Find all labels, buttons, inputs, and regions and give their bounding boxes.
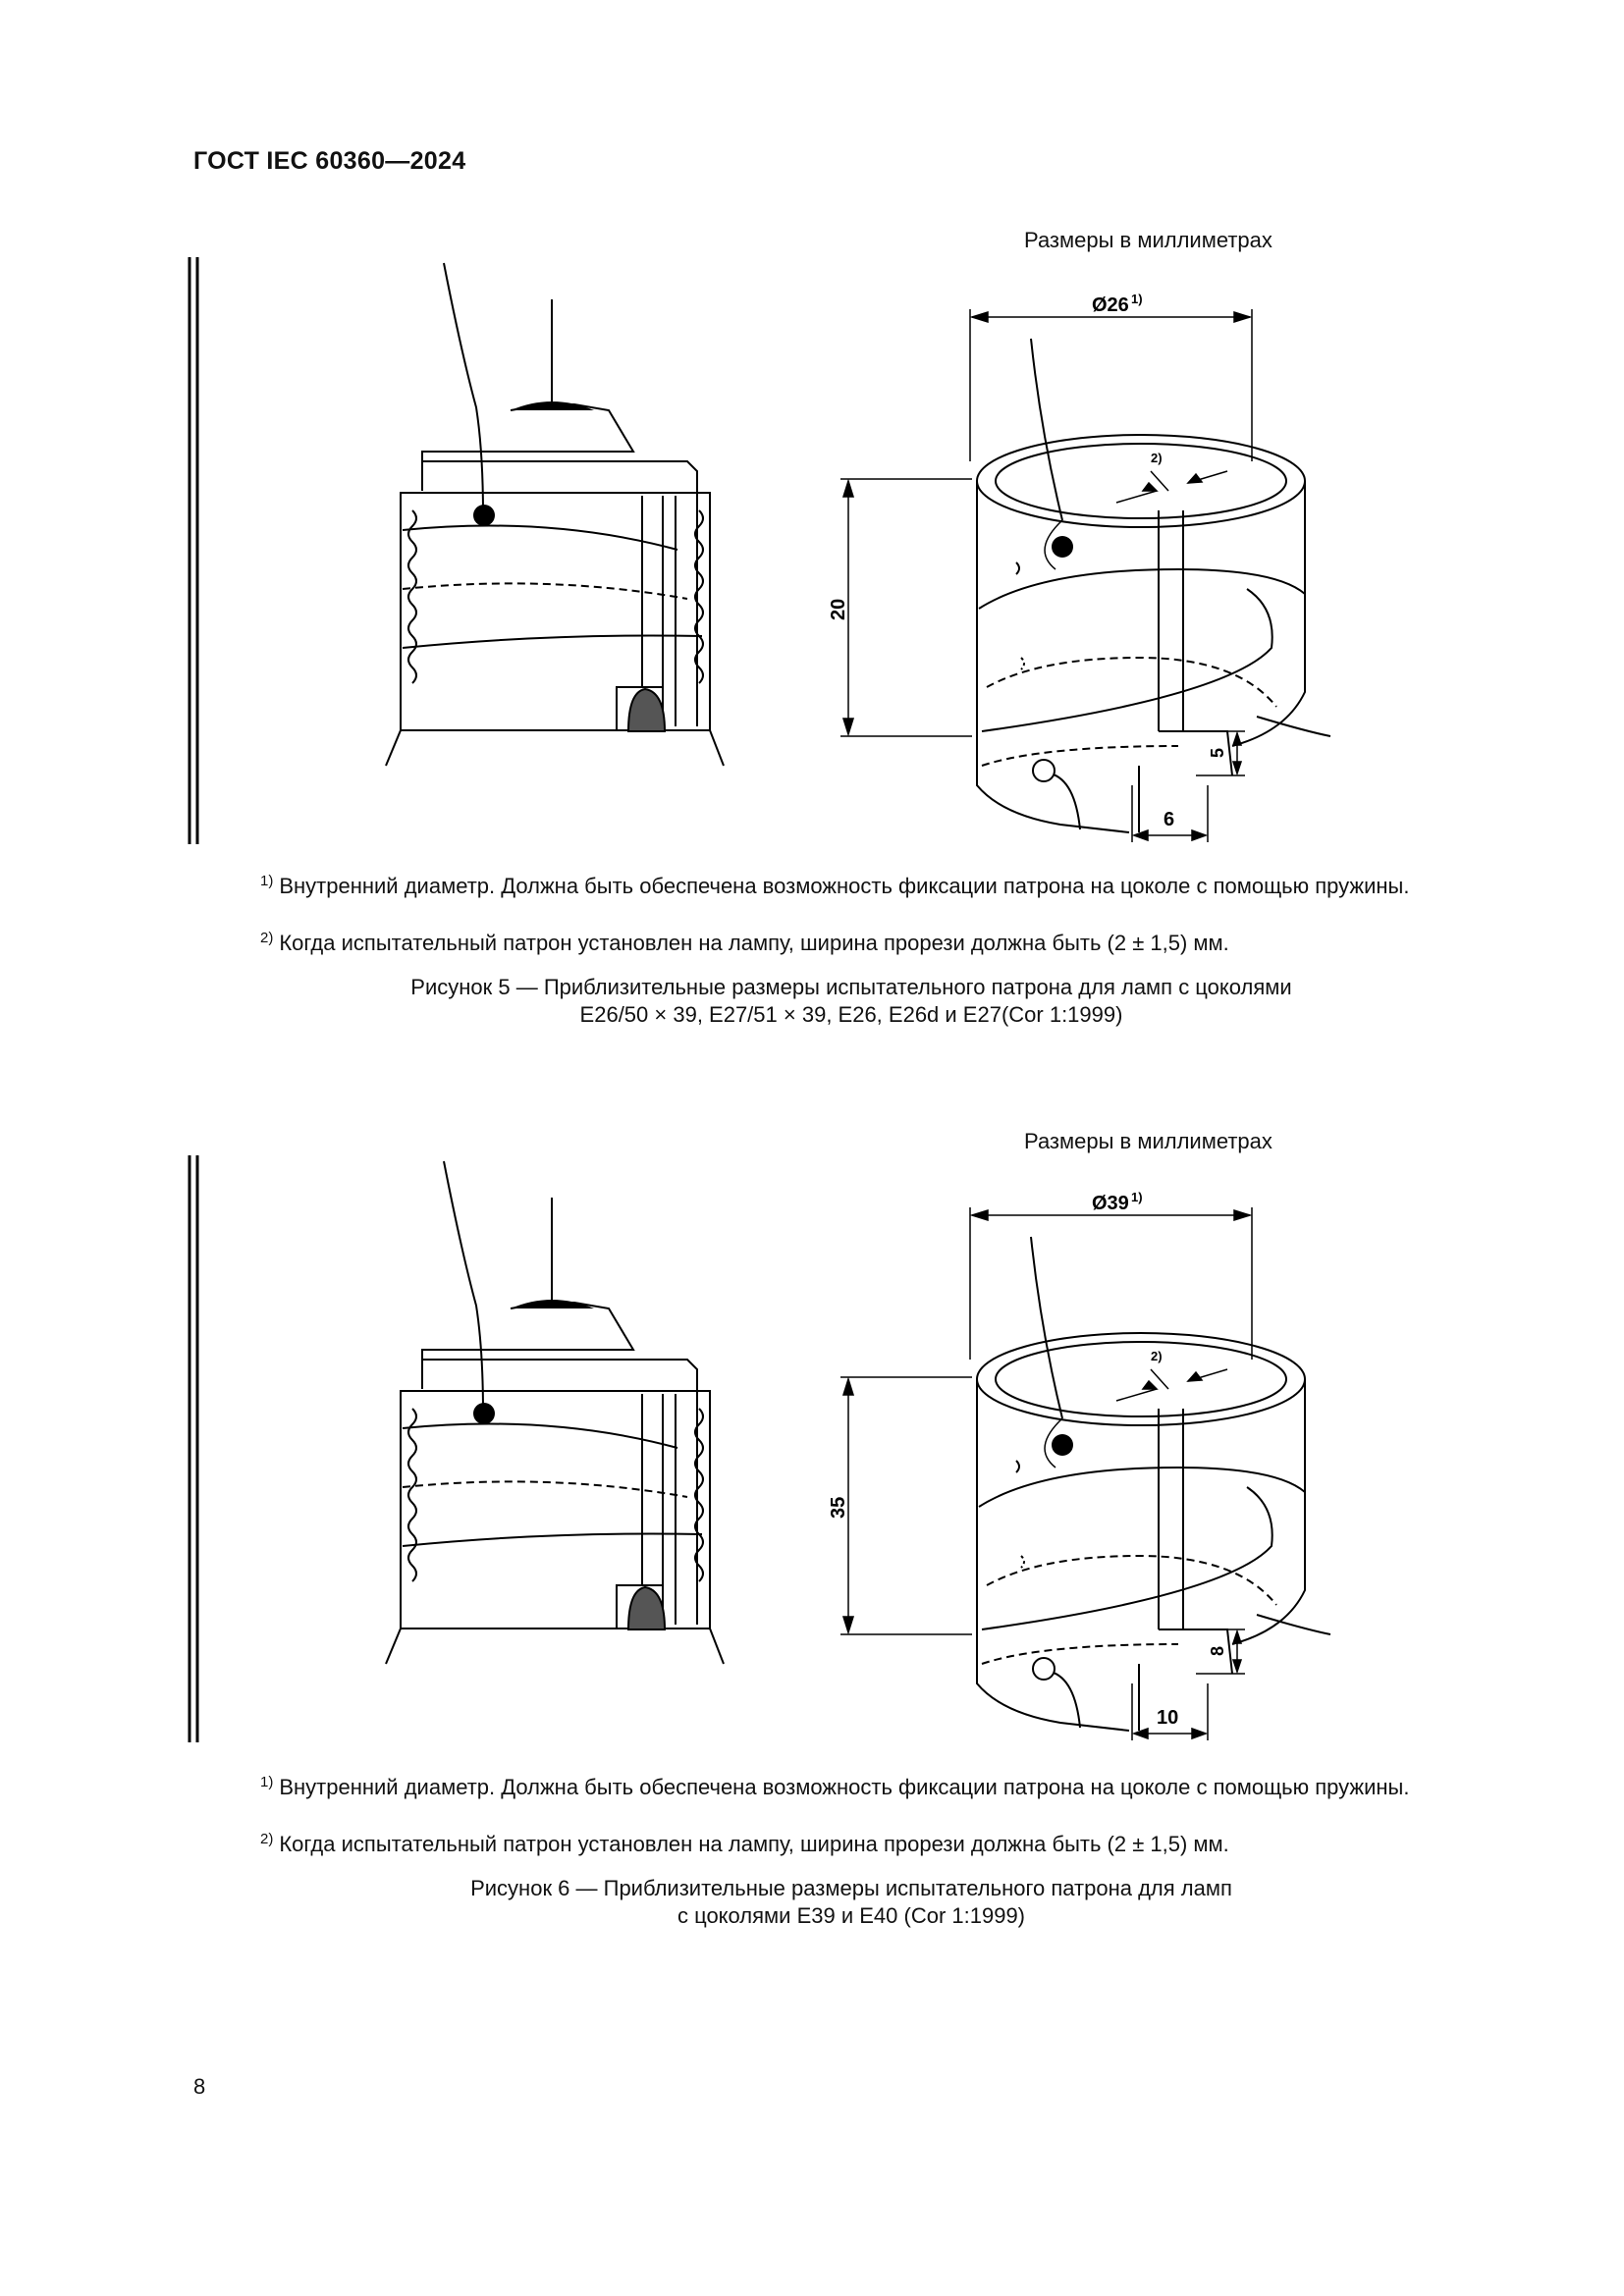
page-number: 8	[193, 2074, 206, 2099]
figure-5-drawing	[177, 250, 1375, 859]
dimension-diameter-ref: 1)	[1131, 292, 1143, 306]
footnote-text: Когда испытательный патрон установлен на лампу, ширина прорези должна быть (2 ± 1,5) мм.	[279, 1832, 1229, 1856]
footnote-2	[193, 1826, 1509, 1858]
contact-point	[473, 1403, 495, 1424]
dimension-height	[840, 479, 972, 736]
contact-point-top	[1052, 1434, 1073, 1456]
footnote-2	[193, 925, 1509, 957]
dimension-slot-height-text: 8	[1208, 1645, 1227, 1656]
dimension-diameter-ref: 1)	[1131, 1190, 1143, 1204]
dimension-diameter-text: Ø39	[1092, 1193, 1129, 1214]
figure-caption	[193, 974, 1509, 1029]
units-label: Размеры в миллиметрах	[1024, 1129, 1272, 1153]
footnote-ref: 1)	[260, 873, 274, 889]
figure-caption-line: Рисунок 6 — Приблизительные размеры испытательного патрона для ламп	[470, 1876, 1232, 1900]
footnote-1	[193, 868, 1509, 900]
units-label: Размеры в миллиметрах	[1024, 228, 1272, 252]
dimension-slot-ref: 2)	[1151, 451, 1163, 465]
holder-side-view	[386, 1161, 724, 1664]
footnote-ref: 2)	[260, 1831, 274, 1847]
dimension-height-text: 20	[828, 598, 849, 620]
footnote-text: Внутренний диаметр. Должна быть обеспечена возможность фиксации патрона на цоколе с помощью пружины.	[279, 874, 1410, 898]
holder-side-view	[386, 263, 724, 766]
contact-point-bottom	[1033, 760, 1055, 781]
dimension-slot-width-text: 10	[1157, 1707, 1179, 1729]
dimension-slot	[1116, 1369, 1227, 1401]
footnote-text: Когда испытательный патрон установлен на лампу, ширина прорези должна быть (2 ± 1,5) мм.	[279, 931, 1229, 955]
dimension-slot-ref: 2)	[1151, 1349, 1163, 1363]
figure-caption-line: Рисунок 5 — Приблизительные размеры испытательного патрона для ламп с цоколями	[410, 975, 1292, 999]
test-holder-isometric	[977, 1237, 1330, 1731]
dimension-slot-height-text: 5	[1208, 747, 1227, 758]
footnote-1	[193, 1769, 1509, 1801]
footnote-ref: 2)	[260, 930, 274, 946]
dimension-slot	[1116, 471, 1227, 503]
footnote-ref: 1)	[260, 1774, 274, 1790]
document-header: ГОСТ IEC 60360—2024	[193, 147, 466, 175]
hatched-insert	[628, 689, 665, 731]
hatched-insert	[628, 1587, 665, 1629]
figure-6-drawing	[177, 1148, 1375, 1757]
lamp-contact	[511, 401, 594, 410]
contact-point-top	[1052, 536, 1073, 558]
figure-caption	[193, 1875, 1509, 1930]
test-holder-isometric	[977, 339, 1330, 832]
contact-point-bottom	[1033, 1658, 1055, 1680]
dimension-diameter-text: Ø26	[1092, 294, 1129, 316]
lamp-contact	[511, 1300, 594, 1308]
dimension-slot-width-text: 6	[1164, 809, 1175, 830]
contact-point	[473, 505, 495, 526]
footnote-text: Внутренний диаметр. Должна быть обеспечена возможность фиксации патрона на цоколе с помощью пружины.	[279, 1775, 1410, 1799]
dimension-height	[840, 1377, 972, 1634]
dimension-height-text: 35	[828, 1496, 849, 1519]
figure-caption-line: E26/50 × 39, E27/51 × 39, E26, E26d и E27(Cor 1:1999)	[579, 1002, 1123, 1027]
figure-caption-line: с цоколями E39 и E40 (Cor 1:1999)	[677, 1903, 1026, 1928]
